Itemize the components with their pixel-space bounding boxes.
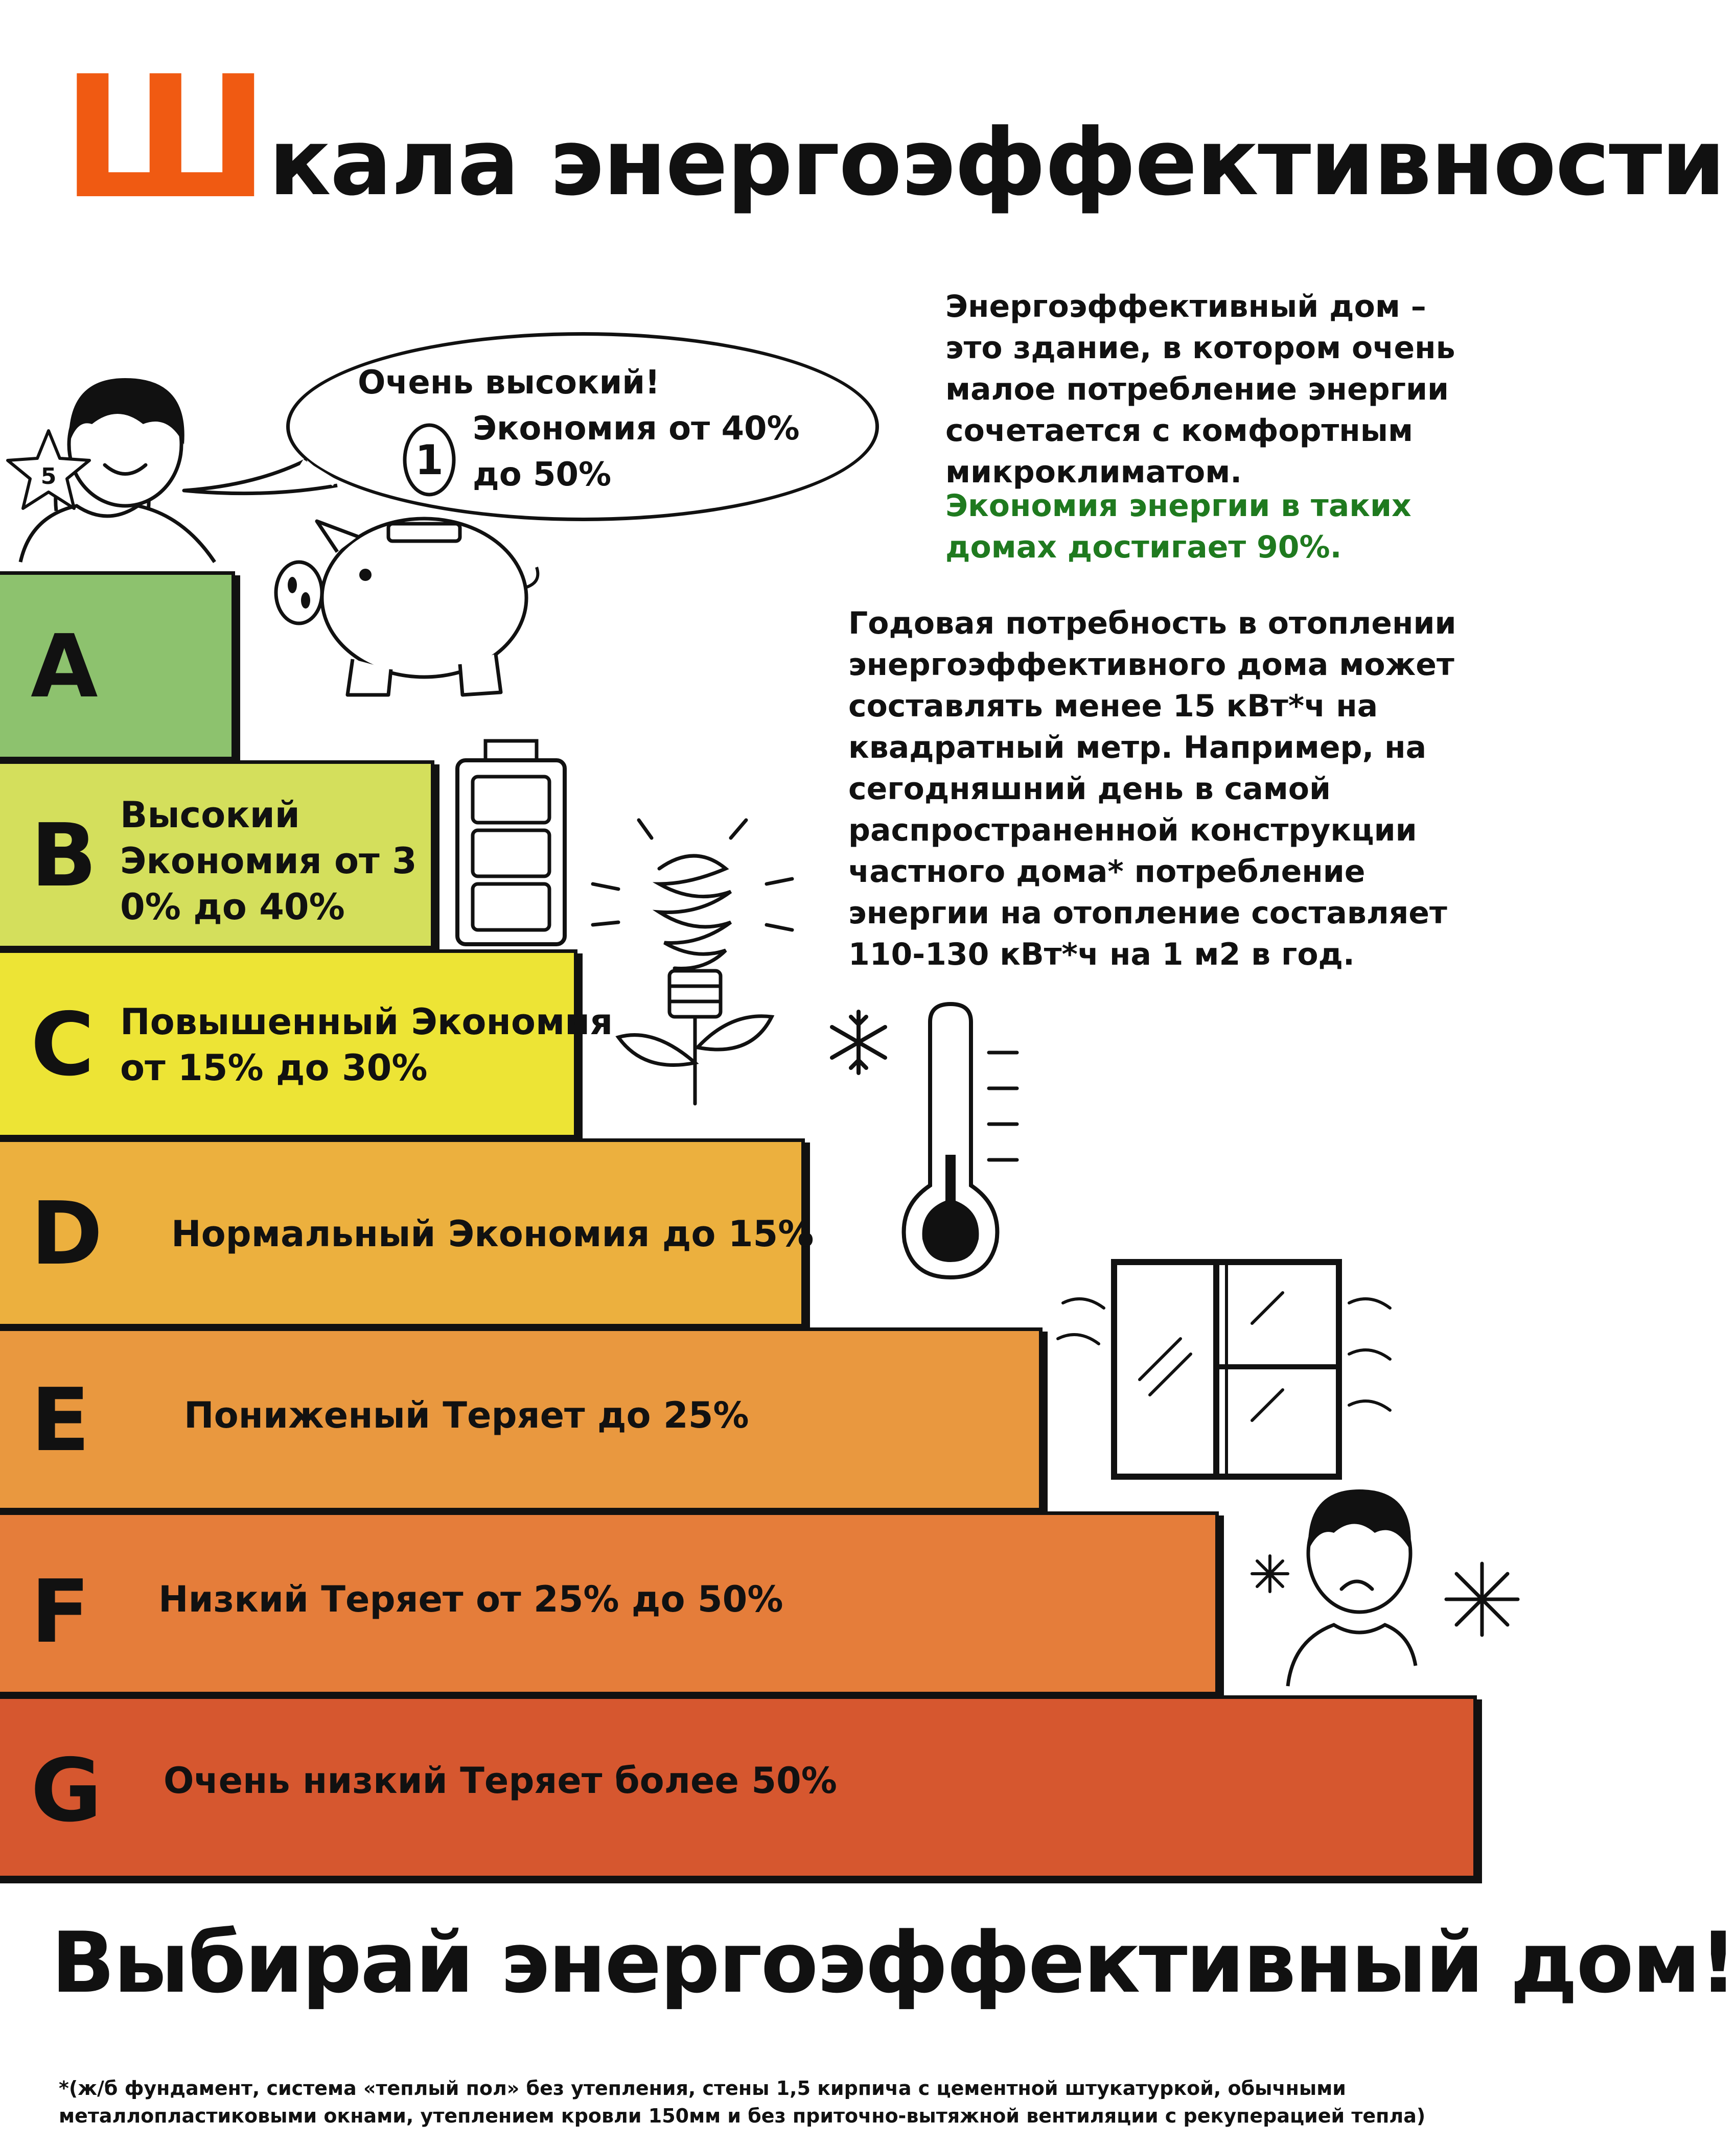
info-heating-demand: Годовая потребность в отоплении энергоэффективного дома может составлять менее 15 кВт*ч на квадратный метр. Например, на сегодняшний день в самой распространенной конструкции частного дома* потребление энергии на отопление составляет 110-130 кВт*ч на 1 м2 в год.	[848, 605, 1456, 972]
snowflake-icon	[823, 1007, 894, 1078]
class-letter-e: E	[31, 1370, 90, 1471]
class-g-line-1: Очень низкий Теряет более 50%	[164, 1760, 837, 1802]
slogan: Выбирай энергоэффективный дом!	[51, 1914, 1736, 2012]
info-definition: Энергоэффективный дом – это здание, в котором очень малое потребление энергии сочетается с комфортным микроклиматом.	[945, 289, 1455, 490]
window-icon	[1058, 1252, 1405, 1487]
piggy-bank-icon	[271, 491, 547, 726]
class-letter-f: F	[31, 1561, 90, 1663]
class-letter-b: B	[31, 805, 97, 906]
class-letter-a: A	[31, 616, 98, 717]
battery-icon	[450, 736, 572, 950]
class-b-line-1: Высокий	[120, 794, 300, 836]
class-c-line-2: от 15% до 30%	[120, 1047, 428, 1089]
coin-label: 1	[415, 436, 444, 484]
sad-person-icon	[1242, 1461, 1528, 1696]
title-text: кала энергоэффективности	[268, 109, 1725, 216]
class-d-line-1: Нормальный Экономия до 15%	[171, 1213, 814, 1255]
energy-saving-bulb-icon	[577, 807, 813, 1114]
class-letter-c: C	[31, 994, 95, 1095]
bubble-line-3: до 50%	[473, 456, 612, 494]
class-e-line-1: Пониженый Теряет до 25%	[184, 1394, 749, 1436]
bubble-line-1: Очень высокий!	[358, 364, 660, 402]
star-badge-icon	[3, 427, 95, 514]
class-letter-g: G	[31, 1740, 102, 1841]
star-badge-label: 5	[40, 463, 57, 489]
class-b-line-2: Экономия от 3	[120, 840, 417, 882]
info-savings: Экономия энергии в таких домах достигает 90%.	[945, 488, 1411, 565]
coin-icon	[399, 419, 460, 501]
class-letter-d: D	[31, 1183, 103, 1285]
title-initial-letter: Ш	[61, 40, 267, 236]
class-b-line-3: 0% до 40%	[120, 886, 345, 928]
class-f-line-1: Низкий Теряет от 25% до 50%	[158, 1578, 783, 1620]
class-c-line-1: Повышенный Экономия	[120, 1001, 613, 1043]
bubble-line-2: Экономия от 40%	[473, 410, 800, 448]
thermometer-icon	[899, 1001, 1032, 1288]
footnote: *(ж/б фундамент, система «теплый пол» без утепления, стены 1,5 кирпича с цементной штукатуркой, обычными металлопластиковыми окнами, утеплением кровли 150мм и без приточно-вытяжной вентиляции с рекуперацией тепла)	[59, 2077, 1426, 2127]
